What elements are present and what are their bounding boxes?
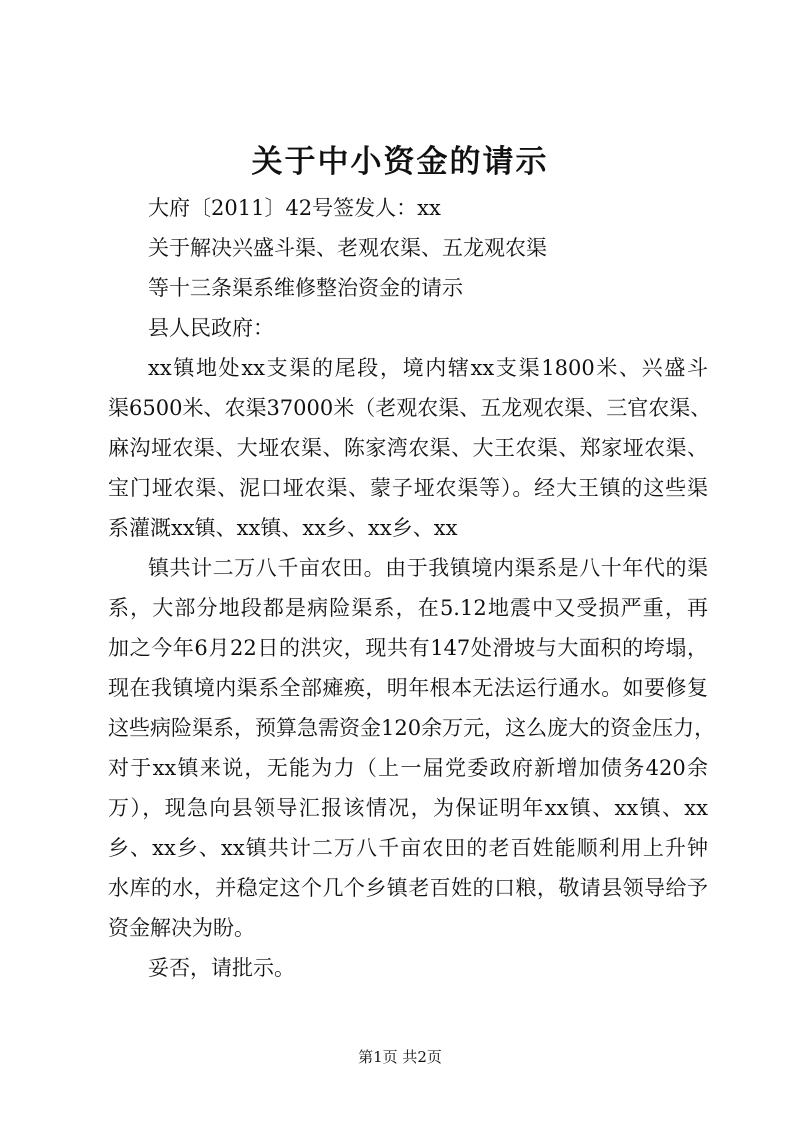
document-title: 关于中小资金的请示 bbox=[251, 144, 549, 180]
paragraph-line: 加之今年6月22日的洪灾，现共有147处滑坡与大面积的垮塌， bbox=[108, 636, 708, 660]
paragraph-line: 宝门垭农渠、泥口垭农渠、蒙子垭农渠等）。经大王镇的这些渠 bbox=[108, 476, 708, 500]
subject-line-1: 关于解决兴盛斗渠、老观农渠、五龙观农渠 bbox=[148, 236, 547, 260]
paragraph-line: 这些病险渠系，预算急需资金120余万元，这么庞大的资金压力， bbox=[108, 716, 716, 740]
paragraph-line: 水库的水，并稳定这个几个乡镇老百姓的口粮，敬请县领导给予 bbox=[108, 876, 708, 900]
paragraph-line: 对于xx镇来说，无能为力（上一届党委政府新增加债务420余 bbox=[108, 756, 708, 780]
paragraph-line: 现在我镇境内渠系全部瘫痪，明年根本无法运行通水。如要修复 bbox=[108, 676, 708, 700]
paragraph-line: 乡、xx乡、xx镇共计二万八千亩农田的老百姓能顺利用上升钟 bbox=[108, 836, 708, 860]
paragraph-line: 资金解决为盼。 bbox=[108, 916, 255, 940]
subject-line-2: 等十三条渠系维修整治资金的请示 bbox=[148, 276, 463, 300]
paragraph-line: 系，大部分地段都是病险渠系，在5.12地震中又受损严重，再 bbox=[108, 596, 708, 620]
paragraph-line: 万），现急向县领导汇报该情况，为保证明年xx镇、xx镇、xx bbox=[108, 796, 708, 820]
document-number-line: 大府〔2011〕42号签发人：xx bbox=[148, 196, 441, 220]
paragraph-line: 麻沟垭农渠、大垭农渠、陈家湾农渠、大王农渠、郑家垭农渠、 bbox=[108, 436, 708, 460]
paragraph-line: 渠6500米、农渠37000米（老观农渠、五龙观农渠、三官农渠、 bbox=[108, 396, 712, 420]
paragraph-line: 镇共计二万八千亩农田。由于我镇境内渠系是八十年代的渠 bbox=[148, 556, 708, 580]
closing-line: 妥否，请批示。 bbox=[148, 956, 295, 980]
page-footer: 第1页 共2页 bbox=[358, 1048, 442, 1066]
paragraph-line: xx镇地处xx支渠的尾段，境内辖xx支渠1800米、兴盛斗 bbox=[148, 356, 708, 380]
addressee-line: 县人民政府： bbox=[148, 316, 274, 340]
paragraph-line: 系灌溉xx镇、xx镇、xx乡、xx乡、xx bbox=[108, 516, 458, 540]
